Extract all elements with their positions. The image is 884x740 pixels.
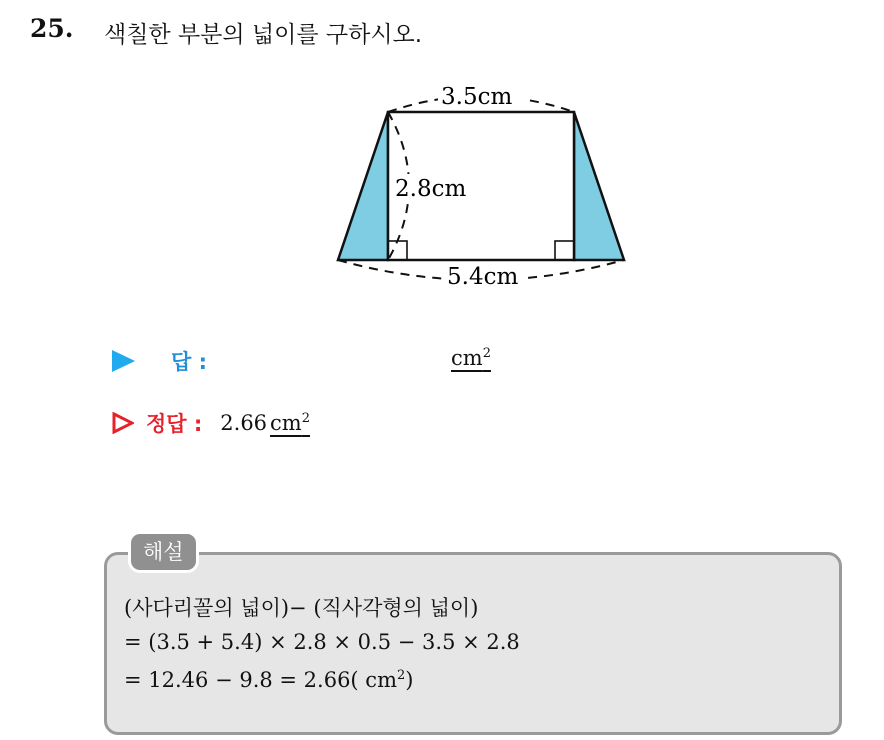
question-text: 색칠한 부분의 넓이를 구하시오. <box>104 22 423 48</box>
correct-answer-row <box>112 408 310 438</box>
solution-tab: 해설 <box>128 531 199 573</box>
answer-unit: $cm^2$ <box>451 346 491 370</box>
solution-line-2: = (3.5 + 5.4) × 2.8 × 0.5 − 3.5 × 2.8 <box>124 630 520 654</box>
bottom-length-label: 5.4cm <box>447 264 519 290</box>
left-shaded-triangle <box>338 112 388 260</box>
question-number: 25. <box>30 14 74 43</box>
answer-marker-icon <box>112 350 135 372</box>
correct-value: 2.66 <box>220 411 268 435</box>
answer-label: 답 : <box>171 350 207 374</box>
answer-input-area[interactable] <box>451 346 491 370</box>
correct-label: 정답 : <box>146 412 203 436</box>
solution-line-3: = 12.46 − 9.8 = 2.66( $cm^2$) <box>124 668 414 692</box>
trapezoid-diagram <box>320 78 640 298</box>
trapezoid-figure <box>320 78 640 302</box>
height-length-label: 2.8cm <box>395 176 467 202</box>
top-length-label: 3.5cm <box>441 84 513 110</box>
correct-unit: $cm^2$ <box>270 411 311 435</box>
correct-marker-icon <box>112 412 134 434</box>
solution-line-1: (사다리꼴의 넓이)− (직사각형의 넓이) <box>124 596 479 620</box>
answer-row <box>112 346 207 376</box>
right-shaded-triangle <box>574 112 624 260</box>
